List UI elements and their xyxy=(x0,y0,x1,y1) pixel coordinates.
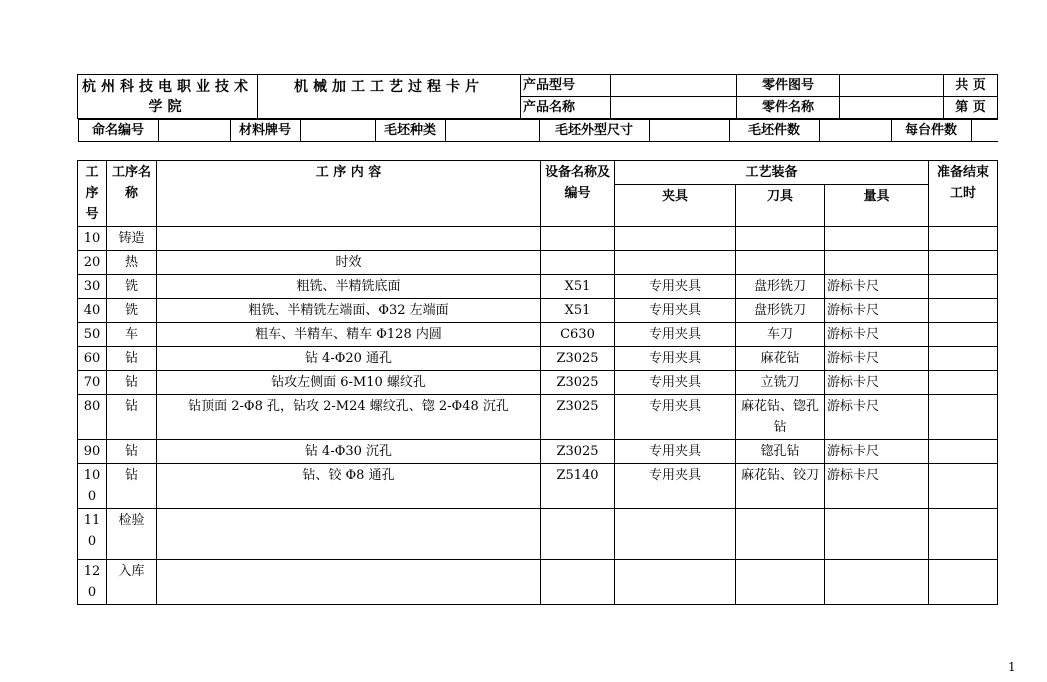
op-content-cell: 时效 xyxy=(157,251,541,275)
op-no-cell: 120 xyxy=(78,560,107,605)
op-content-cell: 钻顶面 2-Φ8 孔，钻攻 2-M24 螺纹孔、锪 2-Φ48 沉孔 xyxy=(157,395,541,440)
col-op-content: 工 序 内 容 xyxy=(157,161,541,227)
product-name-label: 产品名称 xyxy=(521,97,611,119)
op-cutter-cell: 锪孔钻 xyxy=(736,440,825,464)
op-cutter-cell xyxy=(736,227,825,251)
op-no-cell: 70 xyxy=(78,371,107,395)
total-pages-label: 共 页 xyxy=(944,75,998,97)
col-equipment: 设备名称及编号 xyxy=(541,161,615,227)
op-name-cell: 钻 xyxy=(107,347,157,371)
op-content-cell: 粗车、半精车、精车 Φ128 内圆 xyxy=(157,323,541,347)
op-content-cell: 钻攻左侧面 6-M10 螺纹孔 xyxy=(157,371,541,395)
op-cutter-cell: 立铣刀 xyxy=(736,371,825,395)
op-no-cell: 40 xyxy=(78,299,107,323)
op-prep-time-cell xyxy=(929,464,998,509)
op-name-cell: 入库 xyxy=(107,560,157,605)
op-content-cell xyxy=(157,560,541,605)
op-gauge-cell: 游标卡尺 xyxy=(825,395,929,440)
op-name-cell: 铣 xyxy=(107,299,157,323)
op-cutter-cell: 车刀 xyxy=(736,323,825,347)
table-row xyxy=(78,347,998,371)
col-gauge: 量具 xyxy=(825,185,929,227)
op-equipment-cell: C630 xyxy=(541,323,615,347)
product-name-value xyxy=(611,97,737,119)
table-row xyxy=(78,299,998,323)
op-gauge-cell: 游标卡尺 xyxy=(825,440,929,464)
op-gauge-cell: 游标卡尺 xyxy=(825,347,929,371)
op-fixture-cell: 专用夹具 xyxy=(615,323,736,347)
op-no-cell: 50 xyxy=(78,323,107,347)
op-cutter-cell xyxy=(736,560,825,605)
school-name: 杭州科技电职业技术学院 xyxy=(78,75,258,119)
op-prep-time-cell xyxy=(929,275,998,299)
op-cutter-cell: 麻花钻、铰刀 xyxy=(736,464,825,509)
op-fixture-cell: 专用夹具 xyxy=(615,299,736,323)
op-content-cell: 粗铣、半精铣底面 xyxy=(157,275,541,299)
op-equipment-cell xyxy=(541,227,615,251)
op-no-cell: 110 xyxy=(78,509,107,560)
table-row xyxy=(78,275,998,299)
op-content-cell: 钻 4-Φ20 通孔 xyxy=(157,347,541,371)
op-name-cell: 钻 xyxy=(107,395,157,440)
op-prep-time-cell xyxy=(929,560,998,605)
op-gauge-cell xyxy=(825,251,929,275)
op-content-cell: 粗铣、半精铣左端面、Φ32 左端面 xyxy=(157,299,541,323)
blank-size-value xyxy=(649,120,729,142)
card-header-table xyxy=(77,74,998,142)
op-fixture-cell xyxy=(615,509,736,560)
blank-type-value xyxy=(445,120,539,142)
col-tooling: 工艺装备 xyxy=(615,161,929,185)
op-fixture-cell: 专用夹具 xyxy=(615,464,736,509)
op-prep-time-cell xyxy=(929,323,998,347)
op-cutter-cell: 盘形铣刀 xyxy=(736,299,825,323)
op-name-cell: 车 xyxy=(107,323,157,347)
naming-code-label: 命名编号 xyxy=(78,120,158,142)
op-fixture-cell xyxy=(615,227,736,251)
op-cutter-cell xyxy=(736,251,825,275)
op-equipment-cell xyxy=(541,251,615,275)
op-equipment-cell: Z3025 xyxy=(541,440,615,464)
op-no-cell: 90 xyxy=(78,440,107,464)
op-equipment-cell xyxy=(541,560,615,605)
op-no-cell: 30 xyxy=(78,275,107,299)
op-name-cell: 钻 xyxy=(107,371,157,395)
product-model-value xyxy=(611,75,737,97)
op-equipment-cell: Z3025 xyxy=(541,371,615,395)
op-content-cell: 钻 4-Φ30 沉孔 xyxy=(157,440,541,464)
op-name-cell: 铸造 xyxy=(107,227,157,251)
table-row xyxy=(78,371,998,395)
op-prep-time-cell xyxy=(929,395,998,440)
table-row xyxy=(78,227,998,251)
op-name-cell: 铣 xyxy=(107,275,157,299)
col-cutter: 刀具 xyxy=(736,185,825,227)
op-name-cell: 钻 xyxy=(107,464,157,509)
op-no-cell: 20 xyxy=(78,251,107,275)
op-fixture-cell: 专用夹具 xyxy=(615,440,736,464)
op-gauge-cell: 游标卡尺 xyxy=(825,323,929,347)
col-op-name: 工序名称 xyxy=(107,161,157,227)
table-row xyxy=(78,440,998,464)
product-model-label: 产品型号 xyxy=(521,75,611,97)
op-content-cell xyxy=(157,227,541,251)
part-drawing-no-value xyxy=(840,75,944,97)
op-gauge-cell xyxy=(825,509,929,560)
op-no-cell: 10 xyxy=(78,227,107,251)
op-fixture-cell xyxy=(615,251,736,275)
blank-type-label: 毛坯种类 xyxy=(375,120,445,142)
page-number: 1 xyxy=(1008,660,1016,674)
op-cutter-cell: 麻花钻 xyxy=(736,347,825,371)
op-cutter-cell: 盘形铣刀 xyxy=(736,275,825,299)
op-equipment-cell: X51 xyxy=(541,275,615,299)
table-row xyxy=(78,509,998,560)
process-table xyxy=(77,160,998,605)
op-content-cell: 钻、铰 Φ8 通孔 xyxy=(157,464,541,509)
op-fixture-cell: 专用夹具 xyxy=(615,347,736,371)
op-fixture-cell: 专用夹具 xyxy=(615,395,736,440)
table-row xyxy=(78,464,998,509)
op-cutter-cell: 麻花钻、锪孔钻 xyxy=(736,395,825,440)
table-row xyxy=(78,560,998,605)
col-op-no: 工序号 xyxy=(78,161,107,227)
op-fixture-cell: 专用夹具 xyxy=(615,371,736,395)
op-prep-time-cell xyxy=(929,227,998,251)
naming-code-value xyxy=(158,120,230,142)
op-gauge-cell: 游标卡尺 xyxy=(825,275,929,299)
card-title: 机械加工工艺过程卡片 xyxy=(258,75,521,119)
part-name-label: 零件名称 xyxy=(737,97,840,119)
col-fixture: 夹具 xyxy=(615,185,736,227)
op-content-cell xyxy=(157,509,541,560)
blank-count-value xyxy=(819,120,891,142)
op-gauge-cell xyxy=(825,560,929,605)
op-no-cell: 100 xyxy=(78,464,107,509)
material-grade-label: 材料牌号 xyxy=(230,120,300,142)
op-no-cell: 80 xyxy=(78,395,107,440)
blank-count-label: 毛坯件数 xyxy=(729,120,819,142)
table-row xyxy=(78,395,998,440)
material-grade-value xyxy=(300,120,375,142)
blank-size-label: 毛坯外型尺寸 xyxy=(539,120,649,142)
operation-rows xyxy=(78,227,998,605)
op-prep-time-cell xyxy=(929,347,998,371)
col-prep-time: 准备结束工时 xyxy=(929,161,998,227)
op-name-cell: 钻 xyxy=(107,440,157,464)
blank-info-row xyxy=(78,119,998,142)
op-equipment-cell: Z3025 xyxy=(541,347,615,371)
op-prep-time-cell xyxy=(929,299,998,323)
op-equipment-cell: X51 xyxy=(541,299,615,323)
op-prep-time-cell xyxy=(929,251,998,275)
op-gauge-cell: 游标卡尺 xyxy=(825,464,929,509)
part-name-value xyxy=(840,97,944,119)
part-drawing-no-label: 零件图号 xyxy=(737,75,840,97)
op-gauge-cell xyxy=(825,227,929,251)
op-fixture-cell: 专用夹具 xyxy=(615,275,736,299)
op-prep-time-cell xyxy=(929,509,998,560)
op-name-cell: 热 xyxy=(107,251,157,275)
op-fixture-cell xyxy=(615,560,736,605)
op-equipment-cell: Z5140 xyxy=(541,464,615,509)
op-prep-time-cell xyxy=(929,440,998,464)
op-equipment-cell xyxy=(541,509,615,560)
page-no-label: 第 页 xyxy=(944,97,998,119)
op-prep-time-cell xyxy=(929,371,998,395)
op-gauge-cell: 游标卡尺 xyxy=(825,371,929,395)
table-row xyxy=(78,323,998,347)
per-unit-count-label: 每台件数 xyxy=(891,120,971,142)
op-no-cell: 60 xyxy=(78,347,107,371)
op-gauge-cell: 游标卡尺 xyxy=(825,299,929,323)
op-equipment-cell: Z3025 xyxy=(541,395,615,440)
op-name-cell: 检验 xyxy=(107,509,157,560)
per-unit-count-value xyxy=(971,120,998,142)
op-cutter-cell xyxy=(736,509,825,560)
table-row xyxy=(78,251,998,275)
